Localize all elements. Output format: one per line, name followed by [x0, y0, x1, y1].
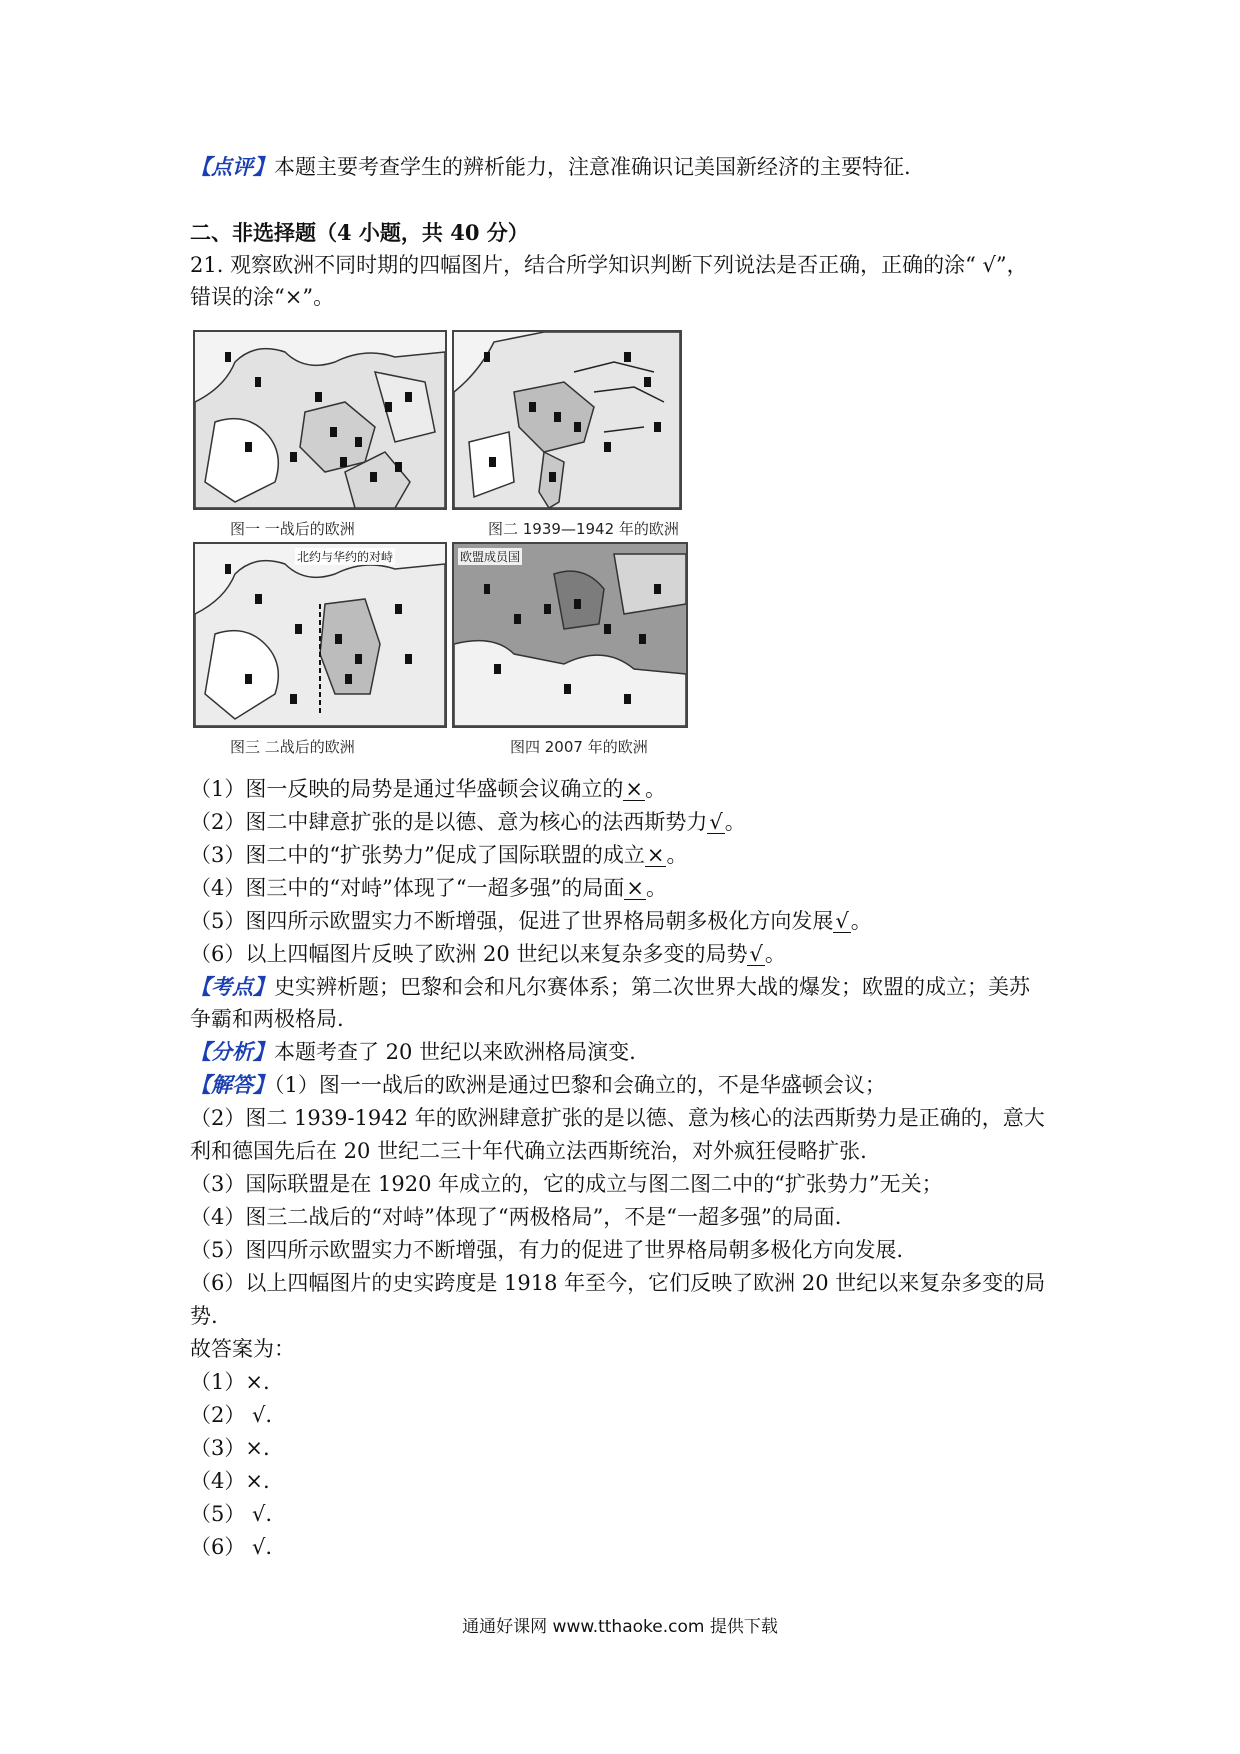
question-line-2: 错误的涂“×”。: [190, 285, 335, 309]
jieda-line-3: 利和德国先后在 20 世纪二三十年代确立法西斯统治，对外疯狂侵略扩张.: [190, 1139, 867, 1163]
question-line-1: 21. 观察欧洲不同时期的四幅图片，结合所学知识判断下列说法是否正确，正确的涂“ √”，: [190, 253, 1028, 277]
map-4-title: 欧盟成员国: [460, 550, 521, 564]
final-answer-2: （2） √.: [190, 1403, 273, 1427]
map-3: [193, 542, 447, 728]
final-answer-4: （4）×.: [190, 1469, 270, 1493]
fenxi-text: 本题考查了 20 世纪以来欧洲格局演变.: [274, 1040, 636, 1064]
statement-end: 。: [724, 810, 746, 834]
fenxi-tag: 【分析】: [190, 1039, 274, 1064]
statement-text: 以上四幅图片反映了欧洲 20 世纪以来复杂多变的局势: [245, 942, 748, 966]
statement-answer: ×: [626, 876, 644, 900]
final-answer-1: （1）×.: [190, 1370, 270, 1394]
statement-text: 图二中的“扩张势力”促成了国际联盟的成立: [245, 843, 645, 867]
page-footer: 通通好课网 www.tthaoke.com 提供下载: [462, 1617, 778, 1637]
statement-3: [190, 840, 687, 870]
final-answer-6: （6） √.: [190, 1535, 273, 1559]
final-answer-3: （3）×.: [190, 1436, 270, 1460]
review-text: 本题主要考查学生的辨析能力，注意准确识记美国新经济的主要特征.: [274, 155, 911, 179]
statement-end: 。: [764, 942, 786, 966]
map-3-drawing: [195, 544, 445, 726]
statement-number: （3）: [190, 843, 246, 867]
fenxi-line: [190, 1037, 636, 1067]
statement-text: 图二中肆意扩张的是以德、意为核心的法西斯势力: [245, 810, 708, 834]
jieda-line-8: 势.: [190, 1304, 218, 1328]
section-heading: 二、非选择题（4 小题，共 40 分）: [190, 220, 529, 245]
kaodian-line-1: [190, 972, 1030, 1002]
europe-maps-figure: [190, 326, 750, 760]
statement-4: [190, 873, 667, 903]
statement-number: （4）: [190, 876, 246, 900]
review-line: [190, 152, 911, 182]
map-2: [452, 330, 682, 510]
review-tag: 【点评】: [190, 154, 274, 179]
statement-end: 。: [645, 876, 667, 900]
kaodian-text: 史实辨析题；巴黎和会和凡尔赛体系；第二次世界大战的爆发；欧盟的成立；美苏: [274, 975, 1030, 999]
kaodian-line-2: 争霸和两极格局.: [190, 1007, 344, 1031]
jieda-line-7: （6）以上四幅图片的史实跨度是 1918 年至今，它们反映了欧洲 20 世纪以来复杂多变的局: [190, 1271, 1046, 1295]
map-4-drawing: [454, 544, 686, 726]
map-3-title: 北约与华约的对峙: [297, 550, 394, 564]
statement-2: [190, 807, 746, 837]
statement-number: （2）: [190, 810, 246, 834]
statement-6: [190, 939, 786, 969]
statement-answer: √: [835, 909, 849, 933]
map-2-drawing: [454, 332, 680, 508]
statement-text: 图一反映的局势是通过华盛顿会议确立的: [245, 777, 624, 801]
map-3-caption: 图三 二战后的欧洲: [230, 738, 355, 756]
statement-answer: √: [749, 942, 763, 966]
jieda-line-5: （4）图三二战后的“对峙”体现了“两极格局”，不是“一超多强”的局面.: [190, 1205, 842, 1229]
jieda-text: （1）图一一战后的欧洲是通过巴黎和会确立的，不是华盛顿会议；: [274, 1073, 886, 1097]
statement-number: （5）: [190, 909, 246, 933]
map-4-caption: 图四 2007 年的欧洲: [510, 738, 648, 756]
statement-end: 。: [644, 777, 666, 801]
statement-end: 。: [666, 843, 688, 867]
final-answer-5: （5） √.: [190, 1502, 273, 1526]
statement-number: （1）: [190, 777, 246, 801]
jieda-tag: 【解答】: [190, 1072, 274, 1097]
map-1-caption: 图一 一战后的欧洲: [230, 520, 355, 538]
kaodian-tag: 【考点】: [190, 974, 274, 999]
statement-text: 图四所示欧盟实力不断增强，促进了世界格局朝多极化方向发展: [245, 909, 834, 933]
statement-text: 图三中的“对峙”体现了“一超多强”的局面: [245, 876, 625, 900]
jieda-line-2: （2）图二 1939-1942 年的欧洲肆意扩张的是以德、意为核心的法西斯势力是正确的，意大: [190, 1106, 1045, 1130]
jieda-line-1: [190, 1070, 886, 1100]
jieda-line-4: （3）国际联盟是在 1920 年成立的，它的成立与图二图二中的“扩张势力”无关；: [190, 1172, 943, 1196]
map-1-drawing: [195, 332, 445, 508]
map-2-caption: 图二 1939—1942 年的欧洲: [488, 520, 679, 538]
final-label: 故答案为：: [190, 1337, 295, 1361]
map-4: [452, 542, 688, 728]
statement-answer: ×: [646, 843, 665, 867]
statement-number: （6）: [190, 942, 246, 966]
statement-5: [190, 906, 872, 936]
statement-end: 。: [850, 909, 872, 933]
statement-answer: √: [709, 810, 723, 834]
statement-answer: ×: [625, 777, 643, 801]
statement-1: [190, 774, 666, 804]
map-1: [193, 330, 447, 510]
jieda-line-6: （5）图四所示欧盟实力不断增强，有力的促进了世界格局朝多极化方向发展.: [190, 1238, 904, 1262]
